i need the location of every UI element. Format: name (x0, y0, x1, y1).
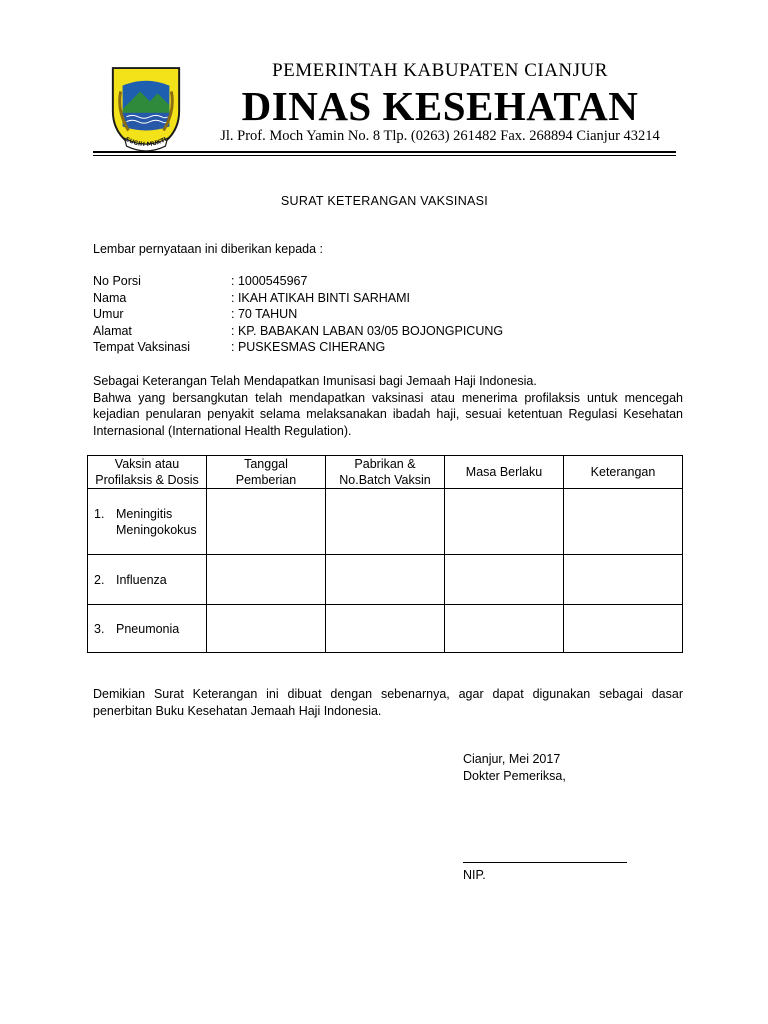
table-row (88, 605, 683, 653)
header-remarks: Keterangan (564, 456, 683, 489)
place-date: Cianjur, Mei 2017 (463, 752, 561, 766)
field-row (93, 323, 503, 340)
vaccination-table (87, 455, 683, 653)
manufacturer-cell (326, 605, 445, 653)
validity-cell (445, 489, 564, 555)
row-number: 1. (94, 506, 105, 521)
closing-paragraph: Demikian Surat Keterangan ini dibuat dengan sebenarnya, agar dapat digunakan sebagai dasar penerbitan Buku Kesehatan Jemaah Haji Indonesia. (93, 687, 683, 718)
validity-cell (445, 605, 564, 653)
vaccine-name: Meningitis (116, 506, 173, 521)
manufacturer-cell (326, 489, 445, 555)
statement-paragraph (93, 373, 683, 439)
vaccine-name-cell (88, 489, 207, 555)
field-label: Nama (93, 290, 127, 305)
field-row (93, 306, 503, 323)
field-value: : 1000545967 (231, 274, 308, 288)
letterhead-rule-thin (93, 155, 676, 156)
field-label: Umur (93, 307, 124, 321)
recipient-fields (93, 273, 503, 356)
statement-line-1: Sebagai Keterangan Telah Mendapatkan Imunisasi bagi Jemaah Haji Indonesia. (93, 374, 537, 388)
manufacturer-cell (326, 555, 445, 605)
field-value: : 70 TAHUN (231, 307, 298, 321)
document-title: SURAT KETERANGAN VAKSINASI (280, 194, 489, 208)
signature-line (463, 862, 627, 863)
statement-line-2: Bahwa yang bersangkutan telah mendapatkan vaksinasi atau menerima profilaksis untuk mencegah kejadian penularan penyakit selama melaksanakan ibadah haji, sesuai ketentuan Regulasi Kesehatan Internasional (International Health Regulation). (93, 390, 683, 438)
field-value: : IKAH ATIKAH BINTI SARHAMI (231, 290, 410, 305)
table-row (88, 555, 683, 605)
remarks-cell (564, 555, 683, 605)
intro-text: Lembar pernyataan ini diberikan kepada : (93, 242, 324, 256)
vaccine-name: Pneumonia (116, 621, 180, 636)
remarks-cell (564, 605, 683, 653)
government-name: PEMERINTAH KABUPATEN CIANJUR (272, 60, 608, 81)
header-manufacturer: Pabrikan & No.Batch Vaksin (326, 456, 445, 489)
remarks-cell (564, 489, 683, 555)
vaccine-name-cell (88, 605, 207, 653)
date-cell (207, 489, 326, 555)
letterhead-rule-thick (93, 151, 676, 153)
office-address: Jl. Prof. Moch Yamin No. 8 Tlp. (0263) 261482 Fax. 268894 Cianjur 43214 (220, 128, 660, 144)
field-label: Tempat Vaksinasi (93, 340, 191, 354)
vaccine-name-cell (88, 555, 207, 605)
table-row (88, 489, 683, 555)
field-value: : KP. BABAKAN LABAN 03/05 BOJONGPICUNG (231, 323, 504, 338)
examiner-role: Dokter Pemeriksa, (463, 769, 566, 783)
field-label: Alamat (93, 323, 132, 338)
header-date: Tanggal Pemberian (207, 456, 326, 489)
field-value: : PUSKESMAS CIHERANG (231, 340, 386, 354)
date-cell (207, 605, 326, 653)
validity-cell (445, 555, 564, 605)
nip-label: NIP. (463, 868, 486, 882)
regency-logo (107, 62, 185, 156)
department-name: DINAS KESEHATAN (241, 83, 639, 129)
field-label: No Porsi (93, 274, 141, 288)
vaccine-name: Influenza (116, 572, 167, 587)
row-number: 3. (94, 621, 105, 636)
date-cell (207, 555, 326, 605)
header-validity: Masa Berlaku (445, 456, 564, 489)
field-row (93, 290, 503, 307)
header-vaccine: Vaksin atau Profilaksis & Dosis (88, 456, 207, 489)
row-number: 2. (94, 572, 105, 587)
field-row (93, 273, 503, 290)
field-row (93, 339, 503, 356)
logo-motto: SUGIH MUKTI (124, 136, 169, 149)
vaccine-name: Meningokokus (116, 522, 197, 537)
table-header-row (88, 456, 683, 489)
